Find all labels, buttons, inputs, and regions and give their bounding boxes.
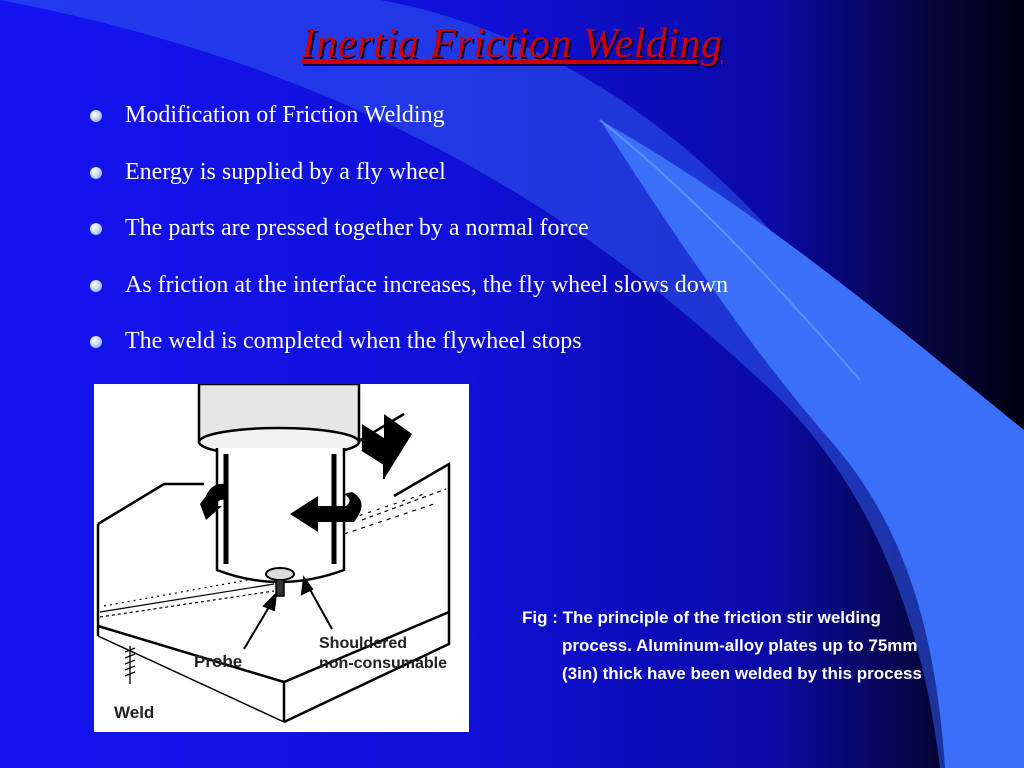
bullet-text: Modification of Friction Welding (125, 102, 445, 128)
bullet-icon (90, 110, 102, 122)
weld-label: Weld (114, 703, 155, 722)
bullet-icon (90, 280, 102, 292)
bullet-text: Energy is supplied by a fly wheel (125, 158, 446, 185)
probe-label: Probe (194, 652, 243, 671)
slide-title: Inertia Friction Welding (301, 21, 723, 67)
bullet-list (88, 98, 728, 381)
shouldered-label: Shouldered (319, 635, 408, 652)
non-consumable-label: non-consumable (319, 655, 448, 672)
bullet-item (88, 98, 728, 155)
caption-line: Fig : The principle of the friction stir welding (522, 608, 881, 627)
bullet-item (88, 268, 728, 325)
welding-illustration (94, 384, 469, 732)
travel-direction-arrow-icon (362, 414, 412, 479)
caption-line: (3in) thick have been welded by this process (562, 664, 922, 683)
caption-line: process. Aluminum-alloy plates up to 75mm (562, 636, 918, 655)
bullet-text: The weld is completed when the flywheel stops (125, 328, 582, 354)
figure-caption (522, 604, 952, 688)
bullet-icon (90, 223, 102, 235)
bullet-text: As friction at the interface increases, the fly wheel slows down (125, 271, 729, 298)
bullet-item (88, 155, 728, 212)
bullet-icon (90, 167, 102, 179)
friction-stir-welding-figure (94, 384, 469, 732)
bullet-item (88, 324, 728, 381)
bullet-icon (90, 336, 102, 348)
bullet-text: The parts are pressed together by a normal force (125, 215, 589, 241)
bullet-item (88, 211, 728, 268)
